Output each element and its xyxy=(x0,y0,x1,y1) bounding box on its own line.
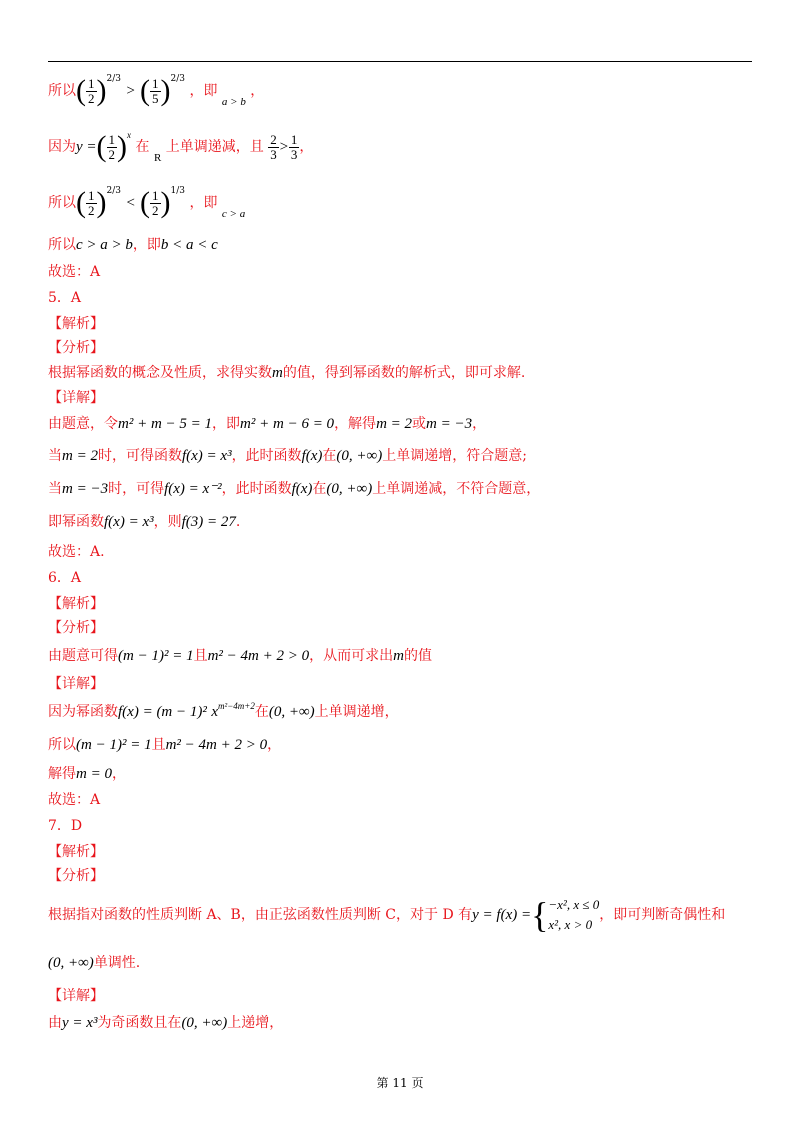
symbol: > xyxy=(125,83,136,99)
text-span: 因为 xyxy=(48,139,76,155)
exponent: 2/3 xyxy=(170,74,185,84)
line-3: 所以( $\frac{1}{2}$ )$^{2/3}$ < ( $\frac{1}{2}$ )$^{1/3}$ ，即 $_{c > a}$ xyxy=(48,186,246,220)
q5-detail-2: 当m = 2时，可得函数f(x) = x³，此时函数f(x)在(0, +∞)上单调递增，符合题意; xyxy=(48,448,527,464)
text-span: 所以 xyxy=(48,83,76,99)
line-4 xyxy=(48,236,218,254)
q6-detail-1: 因为幂函数f(x) = (m − 1)² $x^{m^2-4m+2}$在(0, +∞)上单调递增， xyxy=(48,701,399,720)
fraction: $\frac{1}{5}$ xyxy=(152,75,159,106)
q6-detail-2: 所以(m − 1)² = 1且m² − 4m + 2 > 0， xyxy=(48,737,282,753)
q7-analysis-2: (0, +∞)单调性. xyxy=(48,955,141,971)
question-number: 5．A xyxy=(48,290,82,306)
exponent: 2/3 xyxy=(106,186,121,196)
text-span: 上单调递减，且 xyxy=(165,139,264,155)
line-2: 因为y =( $\frac{1}{2}$ )$^x$ 在 $_R$ 上单调递减，且 $\frac{2}{3}$ > $\frac{1}{3}$ ， xyxy=(48,130,314,164)
q5-detail-1: 由题意，令m² + m − 5 = 1，即m² + m − 6 = 0，解得m = 2或m = −3， xyxy=(48,416,487,432)
text-span: ，即 xyxy=(189,83,218,99)
section-xiangjie: 【详解】 xyxy=(48,676,104,692)
section-fenxi: 【分析】 xyxy=(48,868,104,884)
math-expr: c > a xyxy=(221,208,246,220)
section-jiexi: 【解析】 xyxy=(48,316,104,332)
text-span: 所以 xyxy=(48,237,76,253)
math-expr: R xyxy=(153,152,162,164)
text-span: ，即 xyxy=(132,237,161,253)
question-number: 7．D xyxy=(48,818,83,834)
symbol: < xyxy=(125,195,136,211)
answer-line: 故选：A xyxy=(48,792,101,808)
exponent: 2/3 xyxy=(106,74,121,84)
fraction: $\frac{1}{2}$ xyxy=(108,131,116,162)
page-footer: 第 11 页 xyxy=(376,1076,424,1090)
fraction: $\frac{2}{3}$ xyxy=(270,131,277,162)
math-expr: a > b xyxy=(221,96,246,108)
answer-line: 故选：A xyxy=(48,264,101,280)
q5-analysis: 根据幂函数的概念及性质，求得实数m的值，得到幂函数的解析式，即可求解. xyxy=(48,365,526,381)
fraction: $\frac{1}{2}$ xyxy=(152,187,159,218)
fraction: $\frac{1}{2}$ xyxy=(88,187,95,218)
section-jiexi: 【解析】 xyxy=(48,596,104,612)
fraction: $\frac{1}{3}$ xyxy=(290,131,298,162)
symbol: > xyxy=(278,139,289,155)
section-jiexi: 【解析】 xyxy=(48,844,104,860)
text-span: 所以 xyxy=(48,195,76,211)
q6-analysis: 由题意可得(m − 1)² = 1且m² − 4m + 2 > 0，从而可求出m的值 xyxy=(48,648,432,664)
q7-analysis: 根据指对函数的性质判断 A、B，由正弦函数性质判断 C，对于 D 有y = f(x) ={ −x², x ≤ 0 x², x > 0 ，即可判断奇偶性和 xyxy=(48,895,726,935)
text-span: ， xyxy=(299,139,314,155)
fraction: $\frac{1}{2}$ xyxy=(88,75,95,106)
text-span: ，即 xyxy=(189,195,218,211)
line-1: 所以( $\frac{1}{2}$ )$^{2/3}$ > ( $\frac{1}{5}$ )$^{2/3}$ ，即 $_{a > b}$ ， xyxy=(48,74,265,108)
section-fenxi: 【分析】 xyxy=(48,340,104,356)
text-span: 在 xyxy=(135,139,150,155)
section-xiangjie: 【详解】 xyxy=(48,988,104,1004)
q5-detail-3: 当m = −3时，可得f(x) = x⁻²，此时函数f(x)在(0, +∞)上单调递减，不符合题意， xyxy=(48,481,541,497)
header-rule xyxy=(48,61,752,62)
exponent: 1/3 xyxy=(170,186,185,196)
q6-detail-3: 解得m = 0， xyxy=(48,766,126,782)
math-expr: b < a < c xyxy=(160,237,218,253)
text-span: ， xyxy=(250,83,265,99)
section-xiangjie: 【详解】 xyxy=(48,390,104,406)
q7-detail-1: 由y = x³为奇函数且在(0, +∞)上递增， xyxy=(48,1015,284,1031)
question-number: 6．A xyxy=(48,570,82,586)
math-expr: c > a > b xyxy=(76,237,133,253)
section-fenxi: 【分析】 xyxy=(48,620,104,636)
math-expr: y = xyxy=(76,139,97,155)
answer-line: 故选：A. xyxy=(48,544,105,560)
exponent: x xyxy=(127,130,132,140)
q5-detail-4: 即幂函数f(x) = x³，则f(3) = 27. xyxy=(48,514,241,530)
